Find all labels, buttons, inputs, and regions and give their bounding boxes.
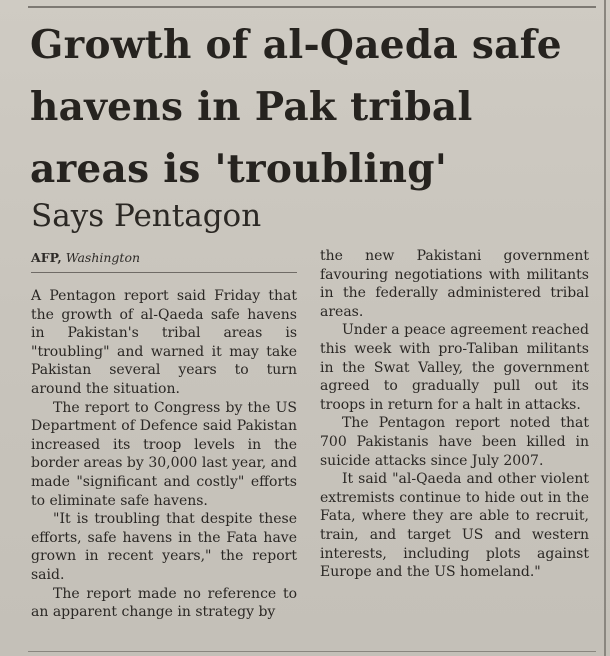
- headline-line: areas is 'troubling': [30, 146, 448, 192]
- byline-location: Washington: [65, 250, 141, 265]
- byline-agency: AFP,: [31, 250, 62, 265]
- paragraph: Under a peace agreement reached this week with pro-Taliban militants in the Swat Valley, the government agreed to gradually pull out its troops in return for a halt in attacks.: [320, 322, 589, 413]
- paragraph: A Pentagon report said Friday that the growth of al-Qaeda safe havens in Pakistan's tribal areas is "troubling" and warned it may take Pakistan several years to turn around the situation.: [31, 288, 297, 397]
- byline: [31, 250, 140, 265]
- article-column-1: [31, 287, 297, 622]
- paragraph: The Pentagon report noted that 700 Pakistanis have been killed in suicide attacks since July 2007.: [320, 415, 589, 469]
- headline-line: havens in Pak tribal: [30, 84, 473, 130]
- top-rule: [28, 6, 596, 8]
- bottom-rule: [28, 651, 596, 652]
- headline: [30, 14, 600, 200]
- paragraph-continued: the new Pakistani government favouring negotiations with militants in the federally administered tribal areas.: [320, 248, 589, 320]
- byline-rule: [31, 272, 297, 273]
- paragraph: "It is troubling that despite these efforts, safe havens in the Fata have grown in recent years," the report said.: [31, 511, 297, 583]
- paragraph: It said "al-Qaeda and other violent extremists continue to hide out in the Fata, where they are able to recruit, train, and target US and western interests, including plots against Europe and the US homeland.": [320, 471, 589, 581]
- subheadline: Says Pentagon: [31, 198, 262, 234]
- column-divider-rule: [604, 0, 606, 656]
- paragraph: The report to Congress by the US Department of Defence said Pakistan increased its troop levels in the border areas by 30,000 last year, and made "significant and costly" efforts to eliminate safe havens.: [31, 399, 297, 509]
- paragraph: The report made no reference to an apparent change in strategy by: [31, 585, 297, 621]
- headline-line: Growth of al-Qaeda safe: [30, 22, 562, 68]
- article-column-2: [320, 247, 589, 582]
